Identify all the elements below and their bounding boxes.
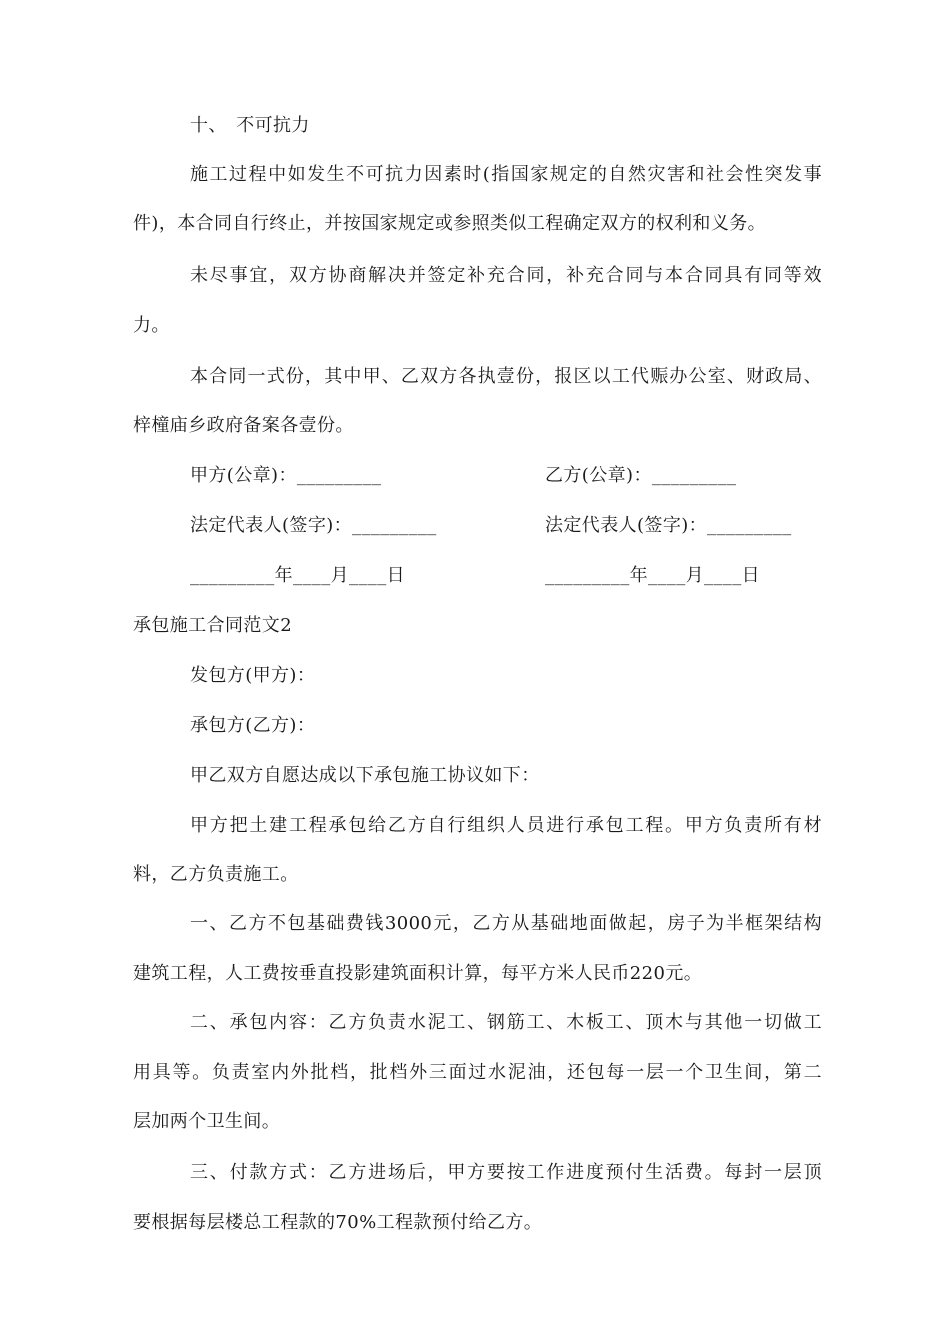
clause-3-line: 三、付款方式：乙方进场后，甲方要按工作进度预付生活费。每封一层顶 (190, 1162, 822, 1183)
supplementary-paragraph-line: 力。 (133, 315, 170, 336)
scope-paragraph-line: 料，乙方负责施工。 (133, 864, 299, 885)
party-b-date-field: _________年____月____日 (545, 565, 760, 586)
copies-paragraph-line: 梓橦庙乡政府备案各壹份。 (133, 415, 354, 436)
party-a-seal-field: 甲方(公章)：_________ (190, 465, 382, 486)
scope-paragraph-line: 甲方把土建工程承包给乙方自行组织人员进行承包工程。甲方负责所有材 (190, 815, 822, 836)
clause-2-line: 二、承包内容：乙方负责水泥工、钢筋工、木板工、顶木与其他一切做工 (190, 1012, 822, 1033)
agreement-intro: 甲乙双方自愿达成以下承包施工协议如下： (190, 765, 540, 786)
clause-2-line: 层加两个卫生间。 (133, 1111, 281, 1132)
contract-2-title: 承包施工合同范文2 (133, 615, 293, 636)
force-majeure-paragraph-line: 施工过程中如发生不可抗力因素时(指国家规定的自然灾害和社会性突发事 (190, 164, 822, 185)
contractor-label: 承包方(乙方)： (190, 715, 316, 736)
clause-1-line: 一、乙方不包基础费钱3000元，乙方从基础地面做起，房子为半框架结构 (190, 913, 822, 934)
copies-paragraph-line: 本合同一式份，其中甲、乙双方各执壹份，报区以工代赈办公室、财政局、 (190, 366, 822, 387)
clause-1-line: 建筑工程，人工费按垂直投影建筑面积计算，每平方米人民币220元。 (133, 963, 703, 984)
party-b-seal-field: 乙方(公章)：_________ (545, 465, 737, 486)
force-majeure-paragraph-line: 件)，本合同自行终止，并按国家规定或参照类似工程确定双方的权利和义务。 (133, 213, 767, 234)
party-b-representative-field: 法定代表人(签字)：_________ (545, 515, 792, 536)
supplementary-paragraph-line: 未尽事宜，双方协商解决并签定补充合同，补充合同与本合同具有同等效 (190, 265, 822, 286)
section-heading-force-majeure: 十、 不可抗力 (190, 115, 310, 136)
clause-2-line: 用具等。负责室内外批档，批档外三面过水泥油，还包每一层一个卫生间，第二 (133, 1062, 822, 1083)
party-a-date-field: _________年____月____日 (190, 565, 405, 586)
clause-3-line: 要根据每层楼总工程款的70%工程款预付给乙方。 (133, 1212, 543, 1233)
employer-label: 发包方(甲方)： (190, 665, 316, 686)
party-a-representative-field: 法定代表人(签字)：_________ (190, 515, 437, 536)
